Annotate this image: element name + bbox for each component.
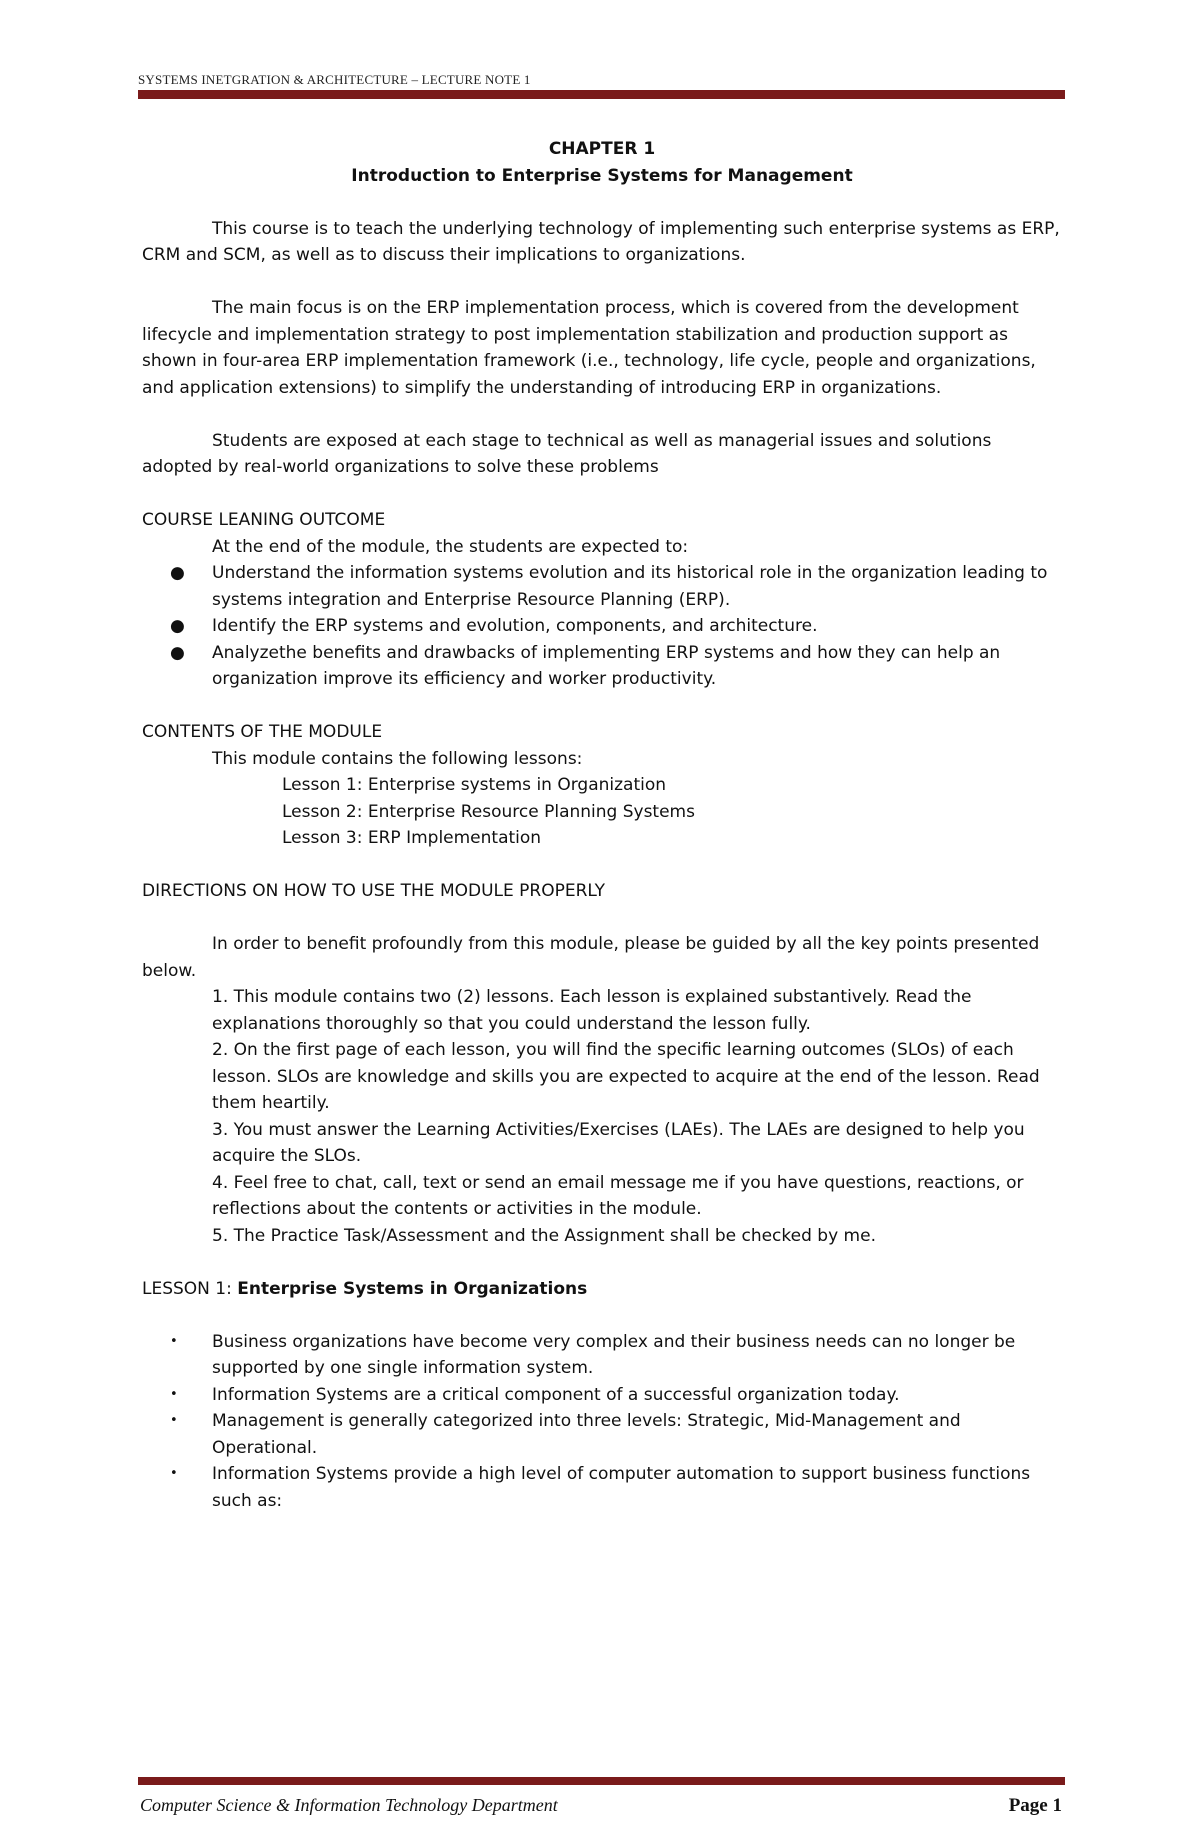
chapter-title: Introduction to Enterprise Systems for Management	[351, 165, 853, 186]
outcome-list	[142, 560, 1062, 693]
contents-lead: This module contains the following lessons:	[212, 748, 583, 769]
direction-step: 2. On the first page of each lesson, you will find the specific learning outcomes (SLOs) of each lesson. SLOs are knowledge and skills you are expected to acquire at the end of the lesson. Read them heartily.	[212, 1040, 1040, 1113]
direction-step: 5. The Practice Task/Assessment and the Assignment shall be checked by me.	[212, 1225, 876, 1246]
list-item: ● Identify the ERP systems and evolution, components, and architecture.	[142, 613, 1062, 640]
outcome-heading: COURSE LEANING OUTCOME	[142, 510, 386, 530]
intro-paragraph-1: This course is to teach the underlying technology of implementing such enterprise systems as ERP, CRM and SCM, as well as to discuss their implications to organizations.	[142, 218, 1060, 265]
lesson-entry: Lesson 1: Enterprise systems in Organization	[282, 775, 667, 795]
bullet-icon: •	[170, 1466, 178, 1481]
direction-step: 1. This module contains two (2) lessons. Each lesson is explained substantively. Read the explanations thoroughly so that you could understand the lesson fully.	[212, 987, 972, 1034]
bullet-icon: •	[170, 1413, 178, 1428]
page-number: Page 1	[1008, 1795, 1062, 1816]
running-header: SYSTEMS INETGRATION & ARCHITECTURE – LECTURE NOTE 1	[138, 72, 531, 87]
bullet-icon: •	[170, 1386, 178, 1402]
list-item: • Information Systems are a critical component of a successful organization today.	[142, 1382, 1062, 1409]
list-item: • Business organizations have become very complex and their business needs can no longer be supported by one single information system.	[142, 1329, 1062, 1382]
lesson1-heading: LESSON 1: Enterprise Systems in Organizations	[142, 1278, 588, 1299]
lesson1-title: Enterprise Systems in Organizations	[237, 1278, 588, 1299]
lesson-entry: Lesson 3: ERP Implementation	[282, 828, 542, 848]
directions-heading: DIRECTIONS ON HOW TO USE THE MODULE PROPERLY	[142, 881, 606, 901]
lesson-entry: Lesson 2: Enterprise Resource Planning Systems	[282, 801, 695, 822]
intro-paragraph-3: Students are exposed at each stage to technical as well as managerial issues and solutions adopted by real-world organizations to solve these problems	[142, 430, 992, 477]
bullet-icon: ●	[170, 642, 185, 663]
chapter-label: CHAPTER 1	[548, 139, 656, 159]
header-rule	[138, 90, 1065, 99]
direction-step: 3. You must answer the Learning Activities/Exercises (LAEs). The LAEs are designed to help you acquire the SLOs.	[212, 1119, 1025, 1166]
directions-lead: In order to benefit profoundly from this module, please be guided by all the key points presented below.	[142, 934, 1040, 981]
direction-step: 4. Feel free to chat, call, text or send an email message me if you have questions, reactions, or reflections about the contents or activities in the module.	[212, 1172, 1024, 1219]
list-item: ● Understand the information systems evolution and its historical role in the organization leading to systems integration and Enterprise Resource Planning (ERP).	[142, 560, 1062, 613]
outcome-lead: At the end of the module, the students are expected to:	[212, 536, 689, 557]
bullet-icon: •	[170, 1333, 178, 1349]
intro-paragraph-2: The main focus is on the ERP implementation process, which is covered from the development lifecycle and implementation strategy to post implementation stabilization and production support as shown in four-area ERP implementation framework (i.e., technology, life cycle, people and organizations, and application extensions) to simplify the understanding of introducing ERP in organizations.	[142, 298, 1036, 398]
bullet-icon: ●	[170, 563, 185, 583]
page-content	[142, 136, 1062, 1514]
list-item: ● Analyzethe benefits and drawbacks of implementing ERP systems and how they can help an organization improve its efficiency and worker productivity.	[142, 640, 1062, 693]
footer-rule	[138, 1777, 1065, 1785]
contents-heading: CONTENTS OF THE MODULE	[142, 722, 383, 742]
list-item: • Information Systems provide a high level of computer automation to support business functions such as:	[142, 1461, 1062, 1514]
bullet-icon: ●	[170, 616, 185, 636]
lesson1-list	[142, 1329, 1062, 1515]
footer-department: Computer Science & Information Technology Department	[140, 1795, 558, 1815]
list-item: • Management is generally categorized into three levels: Strategic, Mid-Management and Operational.	[142, 1408, 1062, 1461]
